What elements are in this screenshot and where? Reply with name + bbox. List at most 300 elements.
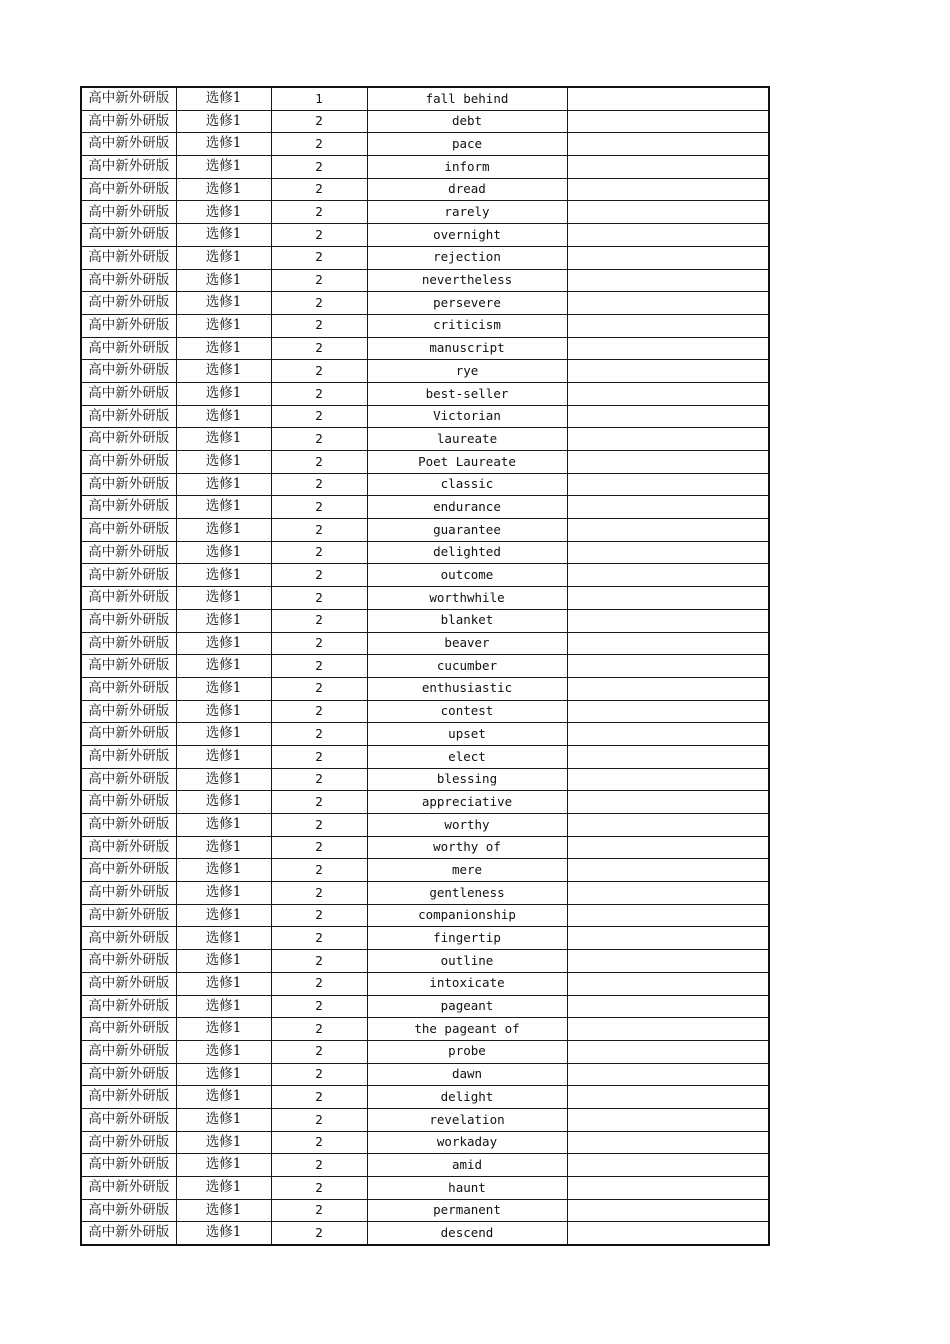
- note-cell: [567, 156, 769, 179]
- table-row: [81, 972, 769, 995]
- edition-cell: 高中新外研版: [81, 1177, 176, 1200]
- word-cell: rarely: [367, 201, 567, 224]
- edition-cell: 高中新外研版: [81, 451, 176, 474]
- unit-cell: 2: [271, 745, 367, 768]
- word-cell: laureate: [367, 428, 567, 451]
- edition-cell: 高中新外研版: [81, 360, 176, 383]
- unit-cell: 2: [271, 950, 367, 973]
- unit-cell: 2: [271, 655, 367, 678]
- book-cell: 选修1: [176, 337, 271, 360]
- table-row: [81, 1063, 769, 1086]
- note-cell: [567, 178, 769, 201]
- edition-cell: 高中新外研版: [81, 723, 176, 746]
- edition-cell: 高中新外研版: [81, 859, 176, 882]
- word-cell: pace: [367, 133, 567, 156]
- unit-cell: 2: [271, 1086, 367, 1109]
- unit-cell: 2: [271, 269, 367, 292]
- edition-cell: 高中新外研版: [81, 110, 176, 133]
- edition-cell: 高中新外研版: [81, 655, 176, 678]
- word-cell: rejection: [367, 246, 567, 269]
- table-row: [81, 541, 769, 564]
- word-cell: endurance: [367, 496, 567, 519]
- unit-cell: 2: [271, 292, 367, 315]
- book-cell: 选修1: [176, 882, 271, 905]
- book-cell: 选修1: [176, 927, 271, 950]
- edition-cell: 高中新外研版: [81, 1131, 176, 1154]
- edition-cell: 高中新外研版: [81, 1040, 176, 1063]
- book-cell: 选修1: [176, 859, 271, 882]
- note-cell: [567, 791, 769, 814]
- edition-cell: 高中新外研版: [81, 519, 176, 542]
- note-cell: [567, 541, 769, 564]
- edition-cell: 高中新外研版: [81, 836, 176, 859]
- unit-cell: 2: [271, 587, 367, 610]
- edition-cell: 高中新外研版: [81, 224, 176, 247]
- table-row: [81, 632, 769, 655]
- note-cell: [567, 224, 769, 247]
- note-cell: [567, 246, 769, 269]
- vocabulary-table-body: [81, 87, 769, 1245]
- table-row: [81, 995, 769, 1018]
- book-cell: 选修1: [176, 428, 271, 451]
- table-row: [81, 1177, 769, 1200]
- word-cell: delighted: [367, 541, 567, 564]
- edition-cell: 高中新外研版: [81, 904, 176, 927]
- word-cell: appreciative: [367, 791, 567, 814]
- unit-cell: 2: [271, 882, 367, 905]
- table-row: [81, 337, 769, 360]
- word-cell: fingertip: [367, 927, 567, 950]
- unit-cell: 2: [271, 677, 367, 700]
- edition-cell: 高中新外研版: [81, 677, 176, 700]
- unit-cell: 2: [271, 473, 367, 496]
- note-cell: [567, 87, 769, 110]
- table-row: [81, 677, 769, 700]
- table-row: [81, 224, 769, 247]
- note-cell: [567, 496, 769, 519]
- word-cell: nevertheless: [367, 269, 567, 292]
- word-cell: Victorian: [367, 405, 567, 428]
- note-cell: [567, 1154, 769, 1177]
- table-row: [81, 292, 769, 315]
- book-cell: 选修1: [176, 1018, 271, 1041]
- note-cell: [567, 360, 769, 383]
- table-row: [81, 745, 769, 768]
- note-cell: [567, 723, 769, 746]
- word-cell: outline: [367, 950, 567, 973]
- word-cell: guarantee: [367, 519, 567, 542]
- word-cell: revelation: [367, 1108, 567, 1131]
- edition-cell: 高中新外研版: [81, 496, 176, 519]
- table-row: [81, 473, 769, 496]
- word-cell: worthwhile: [367, 587, 567, 610]
- unit-cell: 2: [271, 1222, 367, 1245]
- unit-cell: 2: [271, 337, 367, 360]
- book-cell: 选修1: [176, 87, 271, 110]
- unit-cell: 2: [271, 904, 367, 927]
- table-row: [81, 1199, 769, 1222]
- word-cell: pageant: [367, 995, 567, 1018]
- unit-cell: 2: [271, 451, 367, 474]
- table-row: [81, 1040, 769, 1063]
- book-cell: 选修1: [176, 246, 271, 269]
- book-cell: 选修1: [176, 451, 271, 474]
- note-cell: [567, 1063, 769, 1086]
- note-cell: [567, 814, 769, 837]
- table-row: [81, 1108, 769, 1131]
- word-cell: contest: [367, 700, 567, 723]
- note-cell: [567, 269, 769, 292]
- edition-cell: 高中新外研版: [81, 791, 176, 814]
- word-cell: best-seller: [367, 382, 567, 405]
- edition-cell: 高中新外研版: [81, 1018, 176, 1041]
- edition-cell: 高中新外研版: [81, 201, 176, 224]
- table-row: [81, 791, 769, 814]
- table-row: [81, 428, 769, 451]
- book-cell: 选修1: [176, 836, 271, 859]
- table-row: [81, 700, 769, 723]
- unit-cell: 2: [271, 314, 367, 337]
- book-cell: 选修1: [176, 269, 271, 292]
- edition-cell: 高中新外研版: [81, 745, 176, 768]
- book-cell: 选修1: [176, 950, 271, 973]
- edition-cell: 高中新外研版: [81, 950, 176, 973]
- book-cell: 选修1: [176, 382, 271, 405]
- edition-cell: 高中新外研版: [81, 1108, 176, 1131]
- table-row: [81, 927, 769, 950]
- book-cell: 选修1: [176, 473, 271, 496]
- book-cell: 选修1: [176, 314, 271, 337]
- book-cell: 选修1: [176, 496, 271, 519]
- word-cell: blanket: [367, 609, 567, 632]
- unit-cell: 2: [271, 1063, 367, 1086]
- edition-cell: 高中新外研版: [81, 768, 176, 791]
- edition-cell: 高中新外研版: [81, 314, 176, 337]
- book-cell: 选修1: [176, 110, 271, 133]
- edition-cell: 高中新外研版: [81, 292, 176, 315]
- table-row: [81, 201, 769, 224]
- note-cell: [567, 110, 769, 133]
- note-cell: [567, 337, 769, 360]
- unit-cell: 2: [271, 541, 367, 564]
- book-cell: 选修1: [176, 791, 271, 814]
- table-row: [81, 882, 769, 905]
- edition-cell: 高中新外研版: [81, 133, 176, 156]
- note-cell: [567, 1018, 769, 1041]
- book-cell: 选修1: [176, 768, 271, 791]
- word-cell: permanent: [367, 1199, 567, 1222]
- note-cell: [567, 564, 769, 587]
- edition-cell: 高中新外研版: [81, 405, 176, 428]
- edition-cell: 高中新外研版: [81, 337, 176, 360]
- table-row: [81, 314, 769, 337]
- note-cell: [567, 1177, 769, 1200]
- book-cell: 选修1: [176, 360, 271, 383]
- table-row: [81, 87, 769, 110]
- edition-cell: 高中新外研版: [81, 1063, 176, 1086]
- unit-cell: 2: [271, 1018, 367, 1041]
- book-cell: 选修1: [176, 1222, 271, 1245]
- edition-cell: 高中新外研版: [81, 178, 176, 201]
- book-cell: 选修1: [176, 1154, 271, 1177]
- note-cell: [567, 201, 769, 224]
- note-cell: [567, 1131, 769, 1154]
- note-cell: [567, 609, 769, 632]
- word-cell: probe: [367, 1040, 567, 1063]
- book-cell: 选修1: [176, 587, 271, 610]
- book-cell: 选修1: [176, 814, 271, 837]
- note-cell: [567, 882, 769, 905]
- book-cell: 选修1: [176, 632, 271, 655]
- note-cell: [567, 859, 769, 882]
- word-cell: upset: [367, 723, 567, 746]
- word-cell: worthy: [367, 814, 567, 837]
- note-cell: [567, 768, 769, 791]
- note-cell: [567, 314, 769, 337]
- edition-cell: 高中新外研版: [81, 587, 176, 610]
- unit-cell: 2: [271, 110, 367, 133]
- unit-cell: 2: [271, 382, 367, 405]
- book-cell: 选修1: [176, 133, 271, 156]
- book-cell: 选修1: [176, 1086, 271, 1109]
- edition-cell: 高中新外研版: [81, 972, 176, 995]
- unit-cell: 2: [271, 836, 367, 859]
- table-row: [81, 655, 769, 678]
- note-cell: [567, 428, 769, 451]
- word-cell: dawn: [367, 1063, 567, 1086]
- note-cell: [567, 655, 769, 678]
- word-cell: cucumber: [367, 655, 567, 678]
- note-cell: [567, 587, 769, 610]
- table-row: [81, 110, 769, 133]
- table-row: [81, 1131, 769, 1154]
- table-row: [81, 1222, 769, 1245]
- table-row: [81, 496, 769, 519]
- word-cell: overnight: [367, 224, 567, 247]
- note-cell: [567, 405, 769, 428]
- book-cell: 选修1: [176, 201, 271, 224]
- word-cell: outcome: [367, 564, 567, 587]
- edition-cell: 高中新外研版: [81, 1154, 176, 1177]
- unit-cell: 2: [271, 609, 367, 632]
- unit-cell: 2: [271, 224, 367, 247]
- book-cell: 选修1: [176, 1108, 271, 1131]
- edition-cell: 高中新外研版: [81, 814, 176, 837]
- unit-cell: 2: [271, 927, 367, 950]
- unit-cell: 2: [271, 972, 367, 995]
- book-cell: 选修1: [176, 1177, 271, 1200]
- table-row: [81, 178, 769, 201]
- table-row: [81, 519, 769, 542]
- unit-cell: 2: [271, 859, 367, 882]
- book-cell: 选修1: [176, 1131, 271, 1154]
- unit-cell: 2: [271, 1040, 367, 1063]
- unit-cell: 2: [271, 405, 367, 428]
- word-cell: haunt: [367, 1177, 567, 1200]
- book-cell: 选修1: [176, 224, 271, 247]
- book-cell: 选修1: [176, 1063, 271, 1086]
- unit-cell: 2: [271, 133, 367, 156]
- table-row: [81, 768, 769, 791]
- note-cell: [567, 292, 769, 315]
- word-cell: companionship: [367, 904, 567, 927]
- unit-cell: 2: [271, 814, 367, 837]
- note-cell: [567, 632, 769, 655]
- unit-cell: 2: [271, 1199, 367, 1222]
- edition-cell: 高中新外研版: [81, 700, 176, 723]
- edition-cell: 高中新外研版: [81, 87, 176, 110]
- book-cell: 选修1: [176, 972, 271, 995]
- unit-cell: 2: [271, 201, 367, 224]
- word-cell: fall behind: [367, 87, 567, 110]
- note-cell: [567, 677, 769, 700]
- table-row: [81, 836, 769, 859]
- edition-cell: 高中新外研版: [81, 882, 176, 905]
- book-cell: 选修1: [176, 904, 271, 927]
- unit-cell: 2: [271, 791, 367, 814]
- book-cell: 选修1: [176, 292, 271, 315]
- book-cell: 选修1: [176, 677, 271, 700]
- word-cell: persevere: [367, 292, 567, 315]
- table-row: [81, 360, 769, 383]
- word-cell: debt: [367, 110, 567, 133]
- note-cell: [567, 700, 769, 723]
- edition-cell: 高中新外研版: [81, 564, 176, 587]
- table-row: [81, 133, 769, 156]
- unit-cell: 2: [271, 700, 367, 723]
- book-cell: 选修1: [176, 745, 271, 768]
- word-cell: blessing: [367, 768, 567, 791]
- edition-cell: 高中新外研版: [81, 473, 176, 496]
- unit-cell: 2: [271, 723, 367, 746]
- unit-cell: 2: [271, 768, 367, 791]
- word-cell: manuscript: [367, 337, 567, 360]
- book-cell: 选修1: [176, 723, 271, 746]
- note-cell: [567, 451, 769, 474]
- table-row: [81, 859, 769, 882]
- note-cell: [567, 927, 769, 950]
- word-cell: delight: [367, 1086, 567, 1109]
- note-cell: [567, 836, 769, 859]
- unit-cell: 2: [271, 519, 367, 542]
- word-cell: rye: [367, 360, 567, 383]
- note-cell: [567, 1040, 769, 1063]
- vocabulary-table: [80, 86, 770, 1246]
- book-cell: 选修1: [176, 178, 271, 201]
- edition-cell: 高中新外研版: [81, 246, 176, 269]
- word-cell: criticism: [367, 314, 567, 337]
- word-cell: dread: [367, 178, 567, 201]
- book-cell: 选修1: [176, 995, 271, 1018]
- table-row: [81, 950, 769, 973]
- edition-cell: 高中新外研版: [81, 609, 176, 632]
- edition-cell: 高中新外研版: [81, 1222, 176, 1245]
- book-cell: 选修1: [176, 1199, 271, 1222]
- unit-cell: 2: [271, 156, 367, 179]
- book-cell: 选修1: [176, 564, 271, 587]
- unit-cell: 1: [271, 87, 367, 110]
- word-cell: descend: [367, 1222, 567, 1245]
- note-cell: [567, 904, 769, 927]
- note-cell: [567, 745, 769, 768]
- word-cell: inform: [367, 156, 567, 179]
- unit-cell: 2: [271, 564, 367, 587]
- table-row: [81, 1086, 769, 1109]
- table-row: [81, 1154, 769, 1177]
- word-cell: enthusiastic: [367, 677, 567, 700]
- edition-cell: 高中新外研版: [81, 541, 176, 564]
- edition-cell: 高中新外研版: [81, 927, 176, 950]
- unit-cell: 2: [271, 1131, 367, 1154]
- edition-cell: 高中新外研版: [81, 995, 176, 1018]
- note-cell: [567, 1222, 769, 1245]
- book-cell: 选修1: [176, 1040, 271, 1063]
- edition-cell: 高中新外研版: [81, 1086, 176, 1109]
- table-row: [81, 405, 769, 428]
- note-cell: [567, 133, 769, 156]
- word-cell: intoxicate: [367, 972, 567, 995]
- note-cell: [567, 972, 769, 995]
- unit-cell: 2: [271, 1108, 367, 1131]
- book-cell: 选修1: [176, 700, 271, 723]
- word-cell: mere: [367, 859, 567, 882]
- word-cell: elect: [367, 745, 567, 768]
- note-cell: [567, 519, 769, 542]
- book-cell: 选修1: [176, 655, 271, 678]
- table-row: [81, 382, 769, 405]
- book-cell: 选修1: [176, 519, 271, 542]
- word-cell: workaday: [367, 1131, 567, 1154]
- book-cell: 选修1: [176, 609, 271, 632]
- table-row: [81, 451, 769, 474]
- table-row: [81, 723, 769, 746]
- edition-cell: 高中新外研版: [81, 1199, 176, 1222]
- unit-cell: 2: [271, 496, 367, 519]
- note-cell: [567, 1199, 769, 1222]
- table-row: [81, 814, 769, 837]
- word-cell: amid: [367, 1154, 567, 1177]
- word-cell: classic: [367, 473, 567, 496]
- note-cell: [567, 382, 769, 405]
- note-cell: [567, 950, 769, 973]
- word-cell: Poet Laureate: [367, 451, 567, 474]
- word-cell: beaver: [367, 632, 567, 655]
- edition-cell: 高中新外研版: [81, 632, 176, 655]
- edition-cell: 高中新外研版: [81, 269, 176, 292]
- unit-cell: 2: [271, 632, 367, 655]
- note-cell: [567, 995, 769, 1018]
- book-cell: 选修1: [176, 405, 271, 428]
- book-cell: 选修1: [176, 541, 271, 564]
- table-row: [81, 269, 769, 292]
- note-cell: [567, 1108, 769, 1131]
- unit-cell: 2: [271, 1177, 367, 1200]
- unit-cell: 2: [271, 246, 367, 269]
- unit-cell: 2: [271, 428, 367, 451]
- word-cell: gentleness: [367, 882, 567, 905]
- unit-cell: 2: [271, 360, 367, 383]
- unit-cell: 2: [271, 178, 367, 201]
- edition-cell: 高中新外研版: [81, 428, 176, 451]
- note-cell: [567, 473, 769, 496]
- table-row: [81, 904, 769, 927]
- table-row: [81, 609, 769, 632]
- table-row: [81, 246, 769, 269]
- table-row: [81, 587, 769, 610]
- note-cell: [567, 1086, 769, 1109]
- word-cell: the pageant of: [367, 1018, 567, 1041]
- unit-cell: 2: [271, 1154, 367, 1177]
